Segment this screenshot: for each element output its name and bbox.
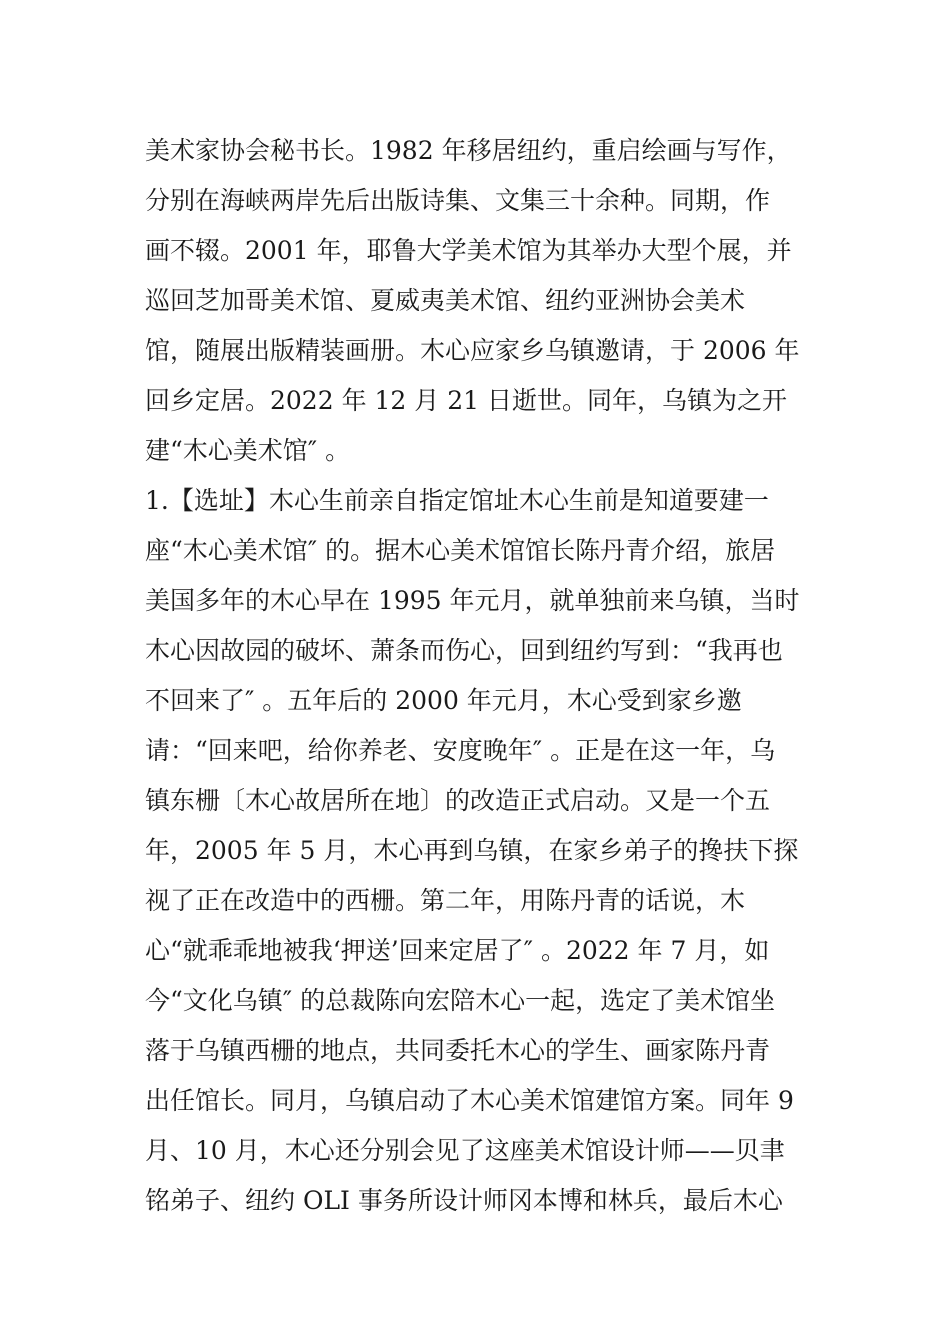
text-line: 美术家协会秘书长。1982 年移居纽约，重启绘画与写作， [145, 136, 792, 165]
text-line: 分别在海峡两岸先后出版诗集、文集三十余种。同期，作 [145, 186, 771, 215]
text-line: 铭弟子、纽约 OLI 事务所设计师冈本博和林兵，最后木心 [145, 1186, 783, 1215]
text-line: 今“文化乌镇″ 的总裁陈向宏陪木心一起，选定了美术馆坐 [145, 986, 776, 1015]
text-line: 请：“回来吧，给你养老、安度晚年″ 。正是在这一年，乌 [145, 736, 776, 765]
text-line: 落于乌镇西栅的地点，共同委托木心的学生、画家陈丹青 [145, 1036, 771, 1065]
text-line: 视了正在改造中的西栅。第二年，用陈丹青的话说，木 [145, 886, 746, 915]
section-heading-line: 1.【选址】木心生前亲自指定馆址木心生前是知道要建一 [145, 486, 769, 515]
text-line: 回乡定居。2022 年 12 月 21 日逝世。同年，乌镇为之开 [145, 386, 787, 415]
text-line: 美国多年的木心早在 1995 年元月，就单独前来乌镇，当时 [145, 586, 800, 615]
text-line: 月、10 月，木心还分别会见了这座美术馆设计师——贝聿 [145, 1136, 785, 1165]
body-text [145, 126, 815, 1226]
text-line: 座“木心美术馆″ 的。据木心美术馆馆长陈丹青介绍，旅居 [145, 536, 776, 565]
text-line: 不回来了″ 。五年后的 2000 年元月，木心受到家乡邀 [145, 686, 742, 715]
text-line: 镇东栅〔木心故居所在地〕的改造正式启动。又是一个五 [145, 786, 771, 815]
text-line: 建“木心美术馆″ 。 [145, 436, 351, 465]
text-line: 巡回芝加哥美术馆、夏威夷美术馆、纽约亚洲协会美术 [145, 286, 746, 315]
text-line: 出任馆长。同月，乌镇启动了木心美术馆建馆方案。同年 9 [145, 1086, 794, 1115]
text-line: 心“就乖乖地被我‘押送’回来定居了″ 。2022 年 7 月，如 [145, 936, 770, 965]
text-line: 馆，随展出版精装画册。木心应家乡乌镇邀请，于 2006 年 [145, 336, 800, 365]
text-line: 年，2005 年 5 月，木心再到乌镇，在家乡弟子的搀扶下探 [145, 836, 799, 865]
text-line: 画不辍。2001 年，耶鲁大学美术馆为其举办大型个展，并 [145, 236, 792, 265]
text-line: 木心因故园的破坏、萧条而伤心，回到纽约写到：“我再也 [145, 636, 783, 665]
